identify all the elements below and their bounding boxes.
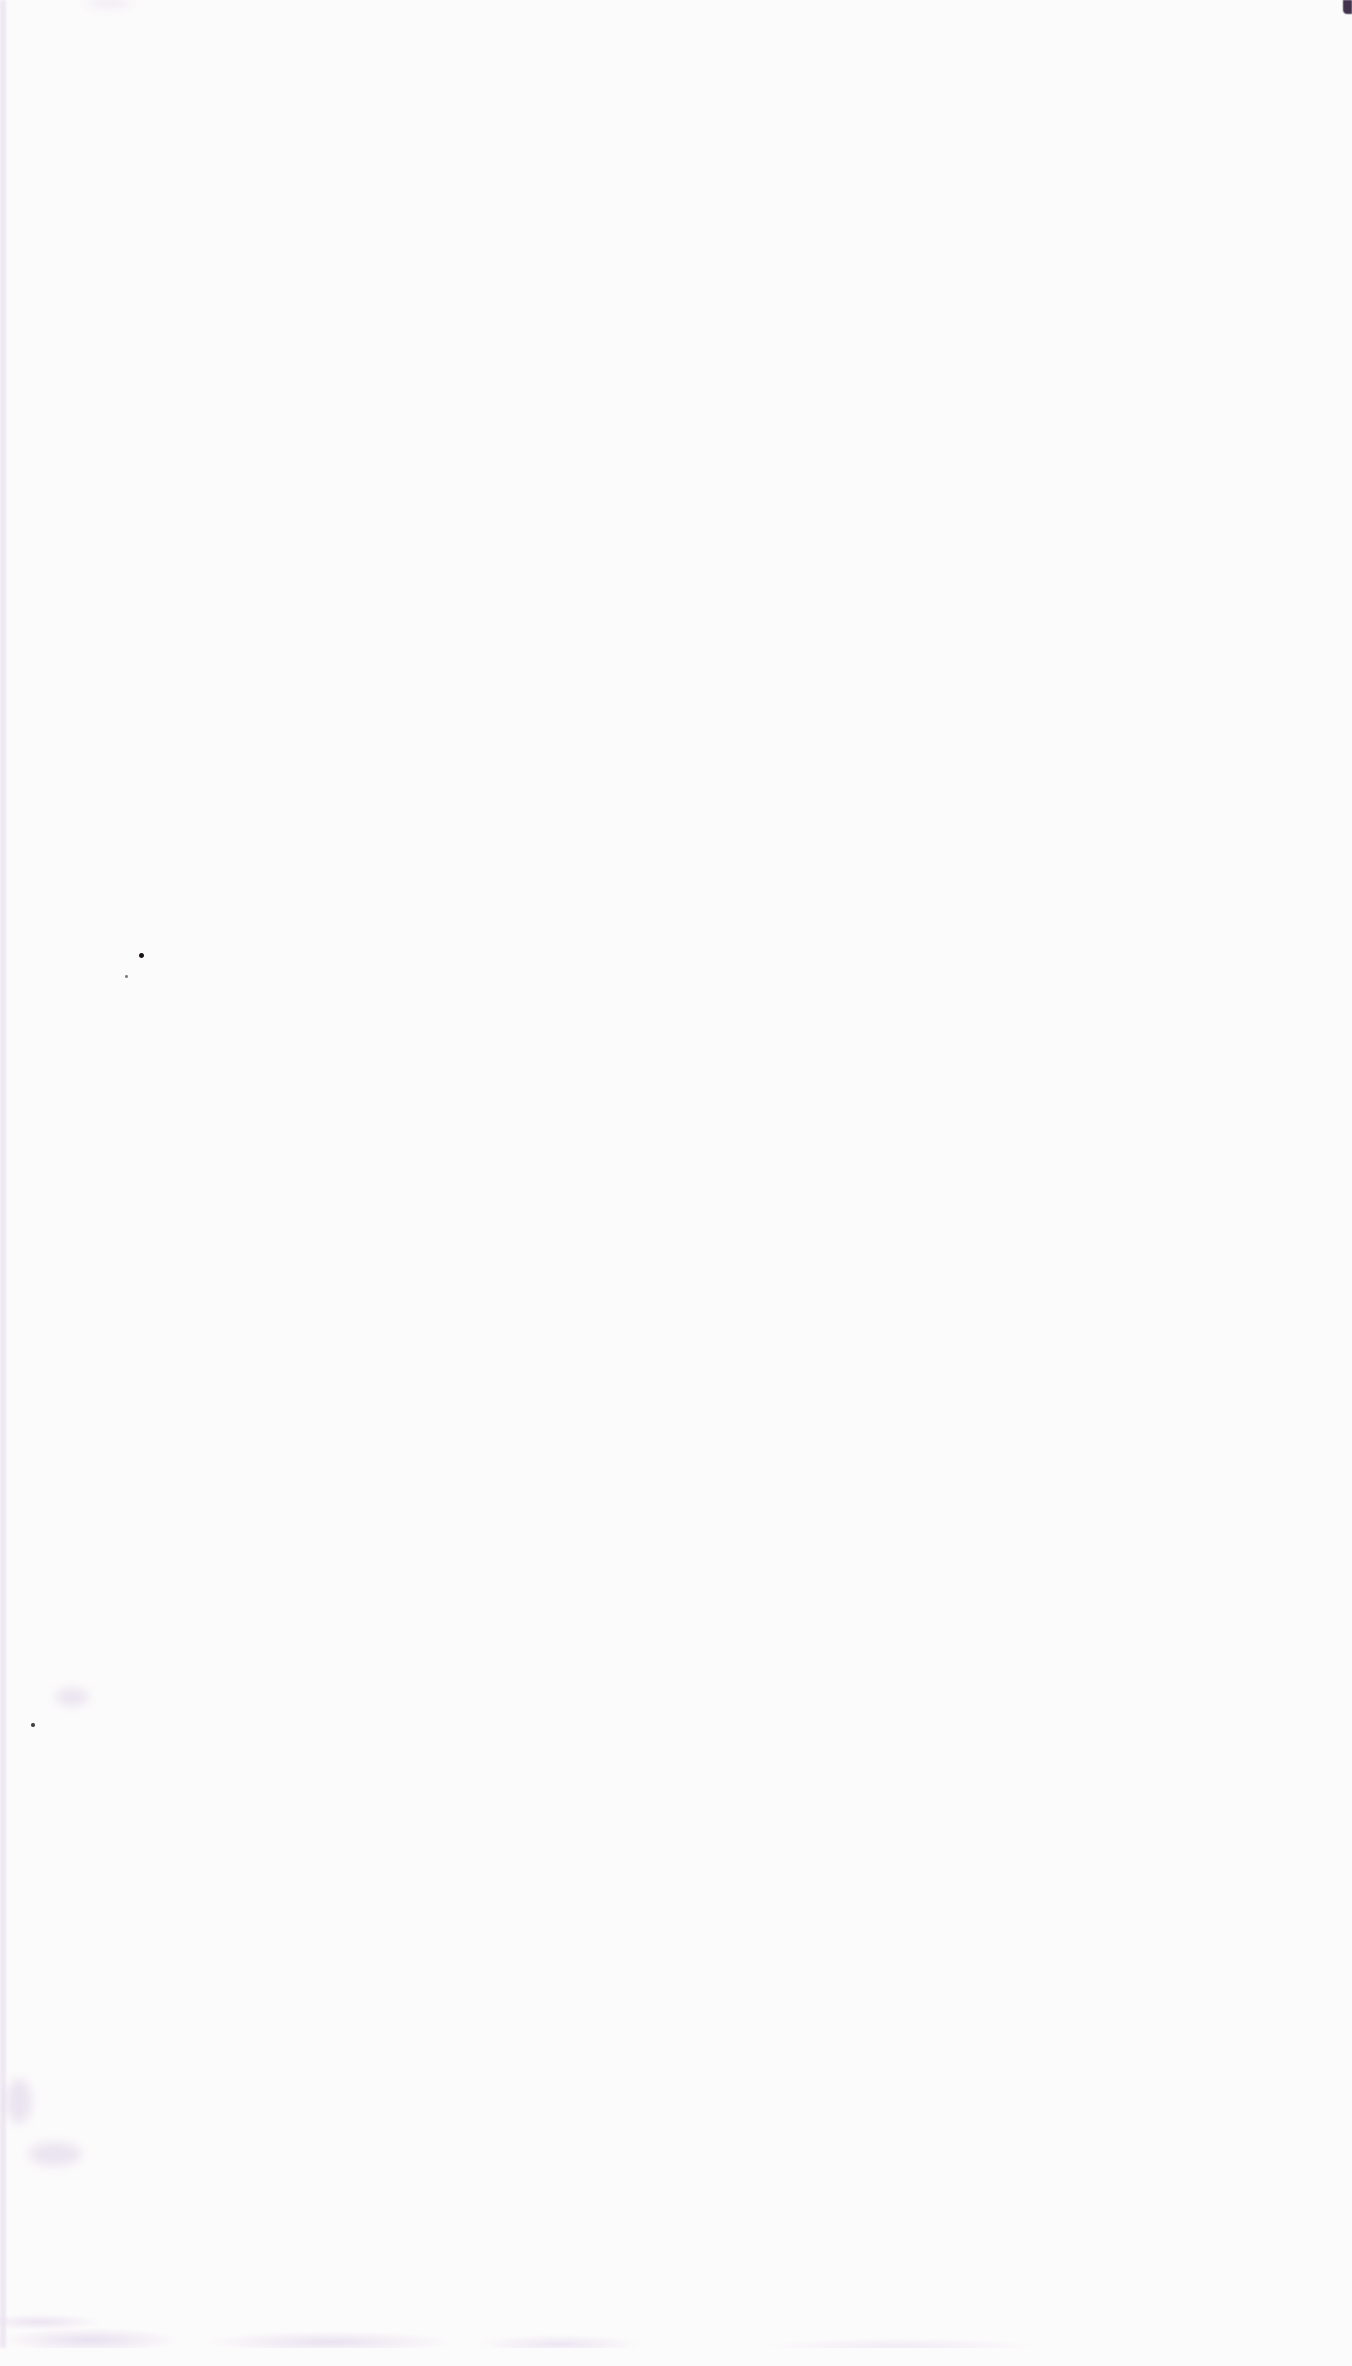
scan-smudge bbox=[86, 0, 132, 7]
scan-smudge bbox=[6, 2078, 32, 2124]
scan-smudge bbox=[28, 2142, 82, 2166]
scan-smudge bbox=[55, 1688, 89, 1706]
scan-speck bbox=[125, 975, 128, 978]
scan-left-edge-shadow bbox=[0, 0, 6, 2348]
scan-corner-mark bbox=[1343, 0, 1352, 14]
bleedthrough-rows bbox=[0, 0, 1319, 19]
scan-speck bbox=[31, 1723, 35, 1727]
scan-speck bbox=[139, 953, 144, 958]
scan-bottom-smudges bbox=[0, 2302, 1352, 2348]
bleedthrough-page-title bbox=[468, 622, 828, 632]
